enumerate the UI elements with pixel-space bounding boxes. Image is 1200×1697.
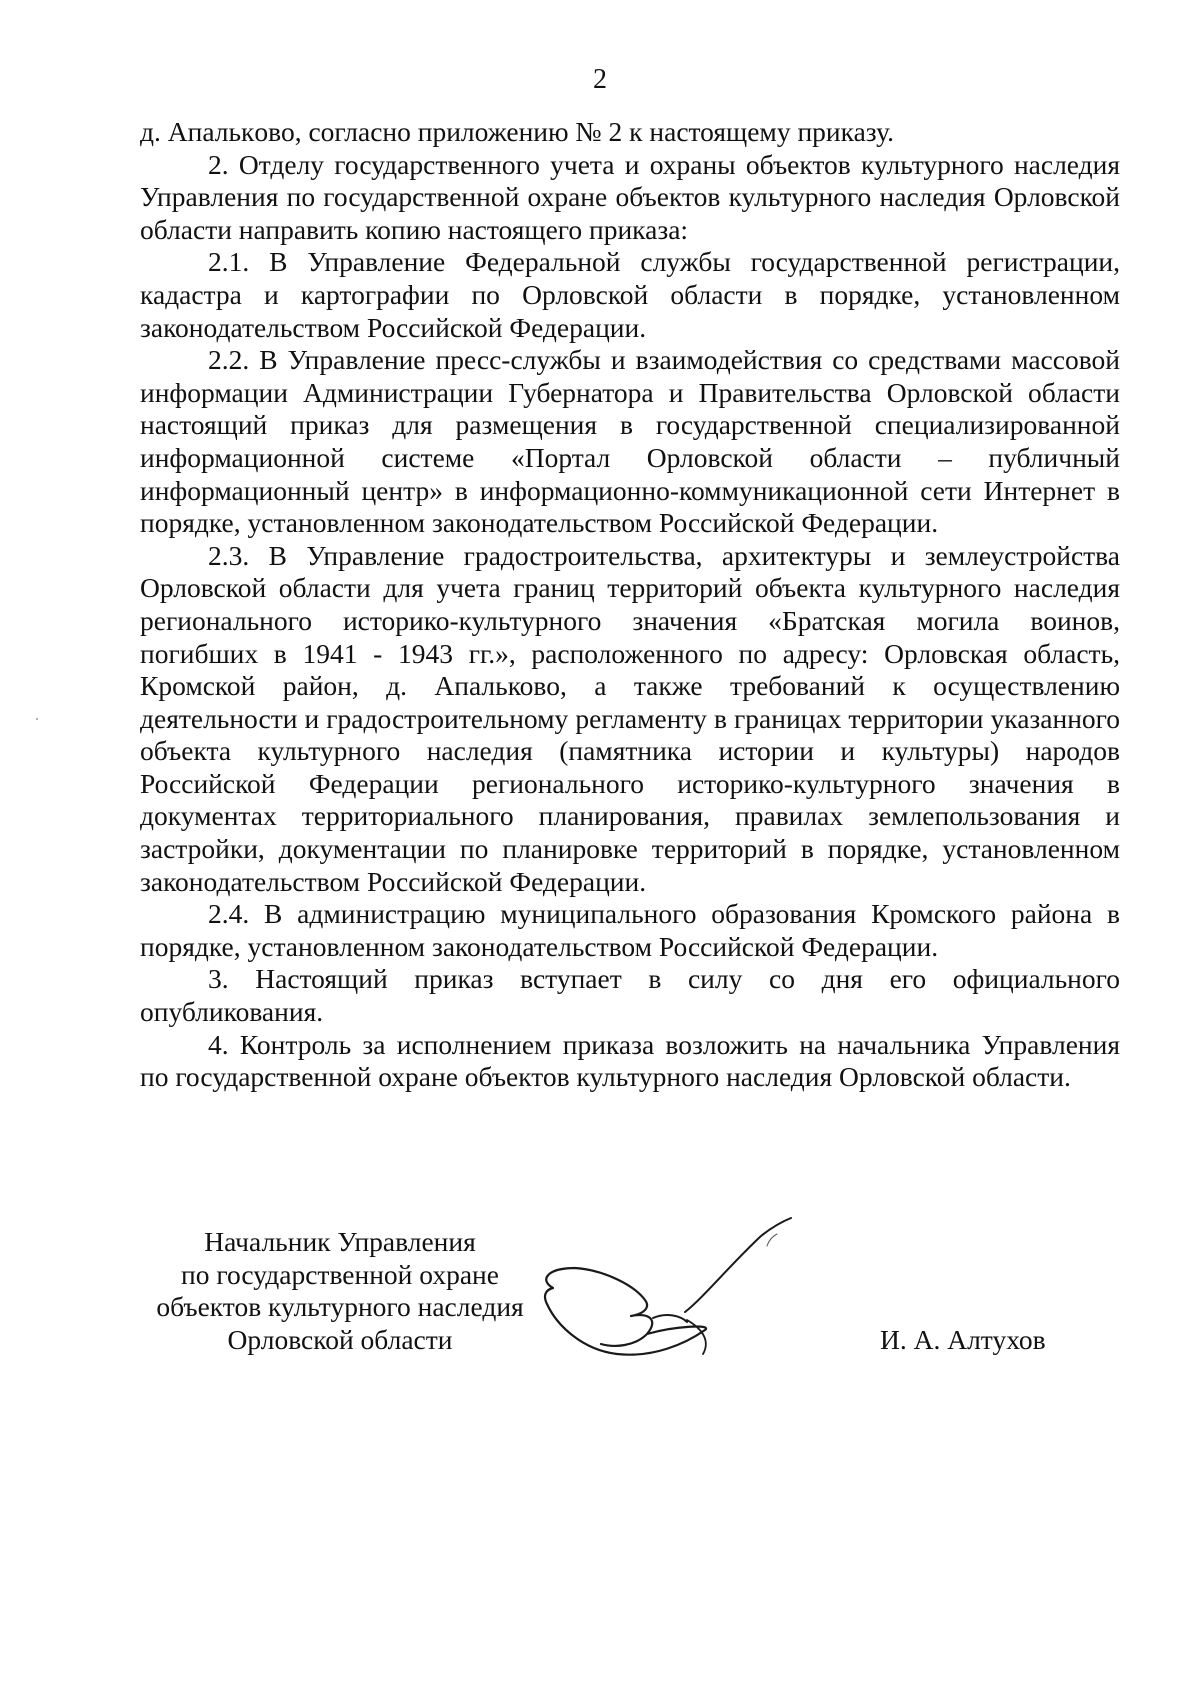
paragraph-item-2: 2. Отделу государственного учета и охраны объектов культурного наследия Управления по государственной охране объектов культурного наследия Орловской области направить копию настоящего приказа: bbox=[140, 148, 1120, 245]
paragraph-continuation: д. Апалькoво, согласно приложению № 2 к настоящему приказу. bbox=[140, 116, 894, 147]
paragraph-item-2-4: 2.4. В администрацию муниципального образования Кромского района в порядке, установленном законодательством Российской Федерации. bbox=[140, 898, 1120, 962]
paragraph-item-3: 3. Настоящий приказ вступает в силу со дня его официального опубликования. bbox=[140, 963, 1120, 1028]
signatory-position-line: Начальник Управления bbox=[204, 1226, 476, 1257]
handwritten-signature bbox=[535, 1208, 835, 1378]
paragraph-item-2-2: 2.2. В Управление пресс-службы и взаимодействия со средствами массовой информации Администрации Губернатора и Правительства Орловской области настоящий приказ для размещения в государственной специализированной информационной системе «Портал Орловской области – публичный информационный центр» в информационно-коммуникационной сети Интернет в порядке, установленном законодательством Российской Федерации. bbox=[140, 344, 1120, 539]
paragraph-item-2-3: 2.3. В Управление градостроительства, архитектуры и землеустройства Орловской области для учета границ территорий объекта культурного наследия регионального историко-культурного значения «Братская могила воинов, погибших в 1941 - 1943 гг.», расположенного по адресу: Орловская область, Кромской район, д. Апальково, а также требований к осуществлению деятельности и градостроительному регламенту в границах территории указанного объекта культурного наследия (памятника истории и культуры) народов Российской Федерации регионального историко-культурного значения в документах территориального планирования, правилах землепользования и застройки, документации по планировке территорий в порядке, установленном законодательством Российской Федерации. bbox=[140, 539, 1120, 897]
signatory-position-line: объектов культурного наследия bbox=[156, 1291, 524, 1323]
paragraph-item-4: 4. Контроль за исполнением приказа возложить на начальника Управления по государственной охране объектов культурного наследия Орловской области. bbox=[140, 1028, 1120, 1093]
document-body bbox=[140, 116, 1120, 1094]
signatory-position-line: Орловской области bbox=[227, 1323, 453, 1355]
page-number: 2 bbox=[593, 64, 607, 95]
paragraph-item-2-1: 2.1. В Управление Федеральной службы государственной регистрации, кадастра и картографии по Орловской области в порядке, установленном законодательством Российской Федерации. bbox=[140, 246, 1120, 343]
scan-artifact bbox=[36, 718, 38, 720]
signatory-position bbox=[140, 1226, 540, 1356]
signatory-position-line: по государственной охране bbox=[181, 1258, 499, 1290]
signatory-name: И. А. Алтухов bbox=[880, 1324, 1046, 1355]
